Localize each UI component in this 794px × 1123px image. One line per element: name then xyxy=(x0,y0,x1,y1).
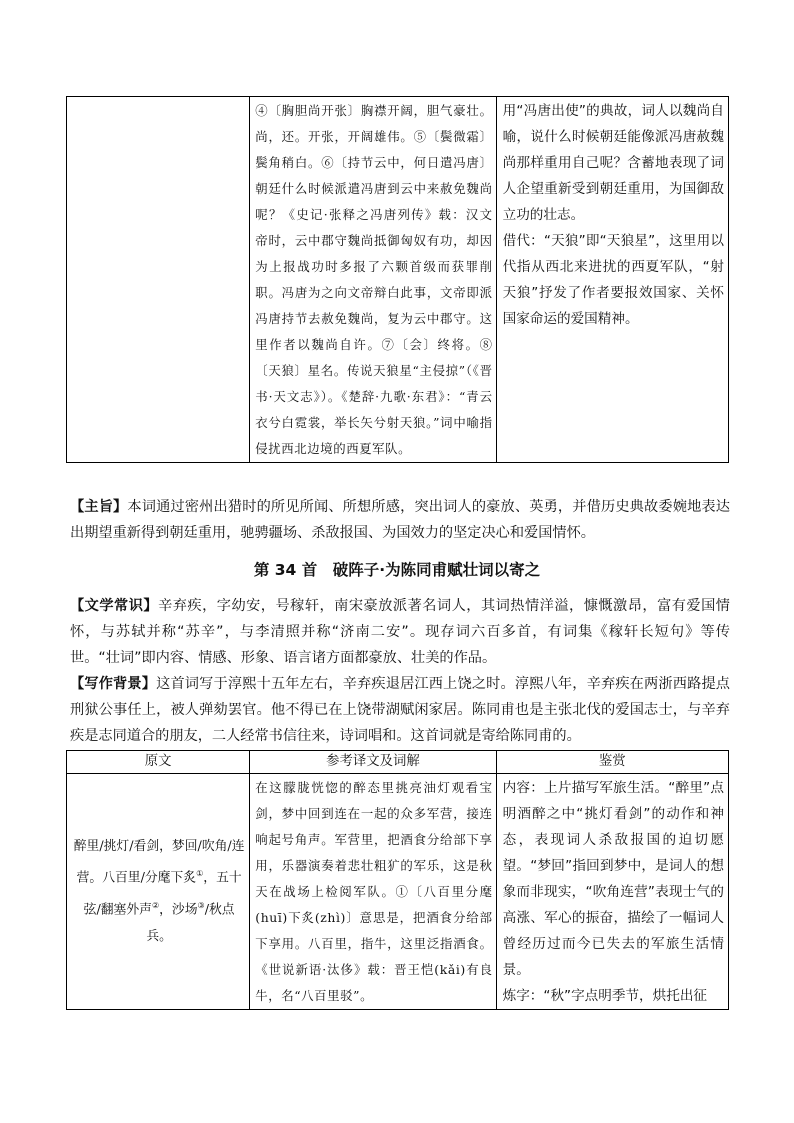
appreciation-paragraph: 借代：“天狼”即“天狼星”，这里用以代指从西北来进扰的西夏军队，“射天狼”抒发了作者要报效国家、关怀国家命运的爱国精神。 xyxy=(502,233,724,327)
header-appreciation: 鉴赏 xyxy=(496,751,728,774)
background-label: 【写作背景】 xyxy=(70,676,157,692)
theme-text: 本词通过密州出猎时的所见所闻、所想所感，突出词人的豪放、英勇，并借历史典故委婉地表达出期望重新得到朝廷重用，驰骋疆场、杀敌报国、为国效力的坚定决心和爱国情怀。 xyxy=(70,499,730,541)
poem-title: 第 34 首 破阵子·为陈同甫赋壮词以寄之 xyxy=(253,561,541,579)
appreciation-paragraph: 内容：上片描写军旅生活。“醉里”点明酒醉之中“挑灯看剑”的动作和神态，表现词人杀敌报国的迫切愿望。“梦回”指回到梦中，是词人的想象而非现实，“吹角连营”表现士气的高涨、军心的振奋，描绘了一幅词人曾经历过而今已失去的军旅生活情景。 xyxy=(502,780,724,978)
appreciation-text xyxy=(497,97,728,332)
table-header-row xyxy=(67,751,729,774)
annotation-table-continued xyxy=(66,96,729,463)
translation-cell xyxy=(250,774,496,1010)
appreciation-text xyxy=(497,774,728,1009)
theme-label: 【主旨】 xyxy=(70,499,128,515)
footnote-mark: ② xyxy=(151,900,160,910)
appreciation-cell xyxy=(496,774,728,1010)
original-text-cell xyxy=(67,97,250,463)
writing-background-paragraph xyxy=(70,671,730,749)
footnote-mark: ① xyxy=(196,869,204,879)
table-row xyxy=(67,774,729,1010)
original-poem-text xyxy=(67,833,249,950)
original-text-part: ，五十弦/翻塞外声 xyxy=(83,870,242,917)
appreciation-paragraph: 炼字：“秋”字点明季节，烘托出征 xyxy=(502,988,708,1004)
translation-notes: ④〔胸胆尚开张〕胸襟开阔，胆气豪壮。尚，还。开张，开阔雄伟。⑤〔鬓微霜〕鬓角稍白。⑥〔持节云中，何日遣冯唐〕朝廷什么时候派遣冯唐到云中来赦免魏尚呢？《史记·张释之冯唐列传》载：汉文帝时，云中郡守魏尚抵御匈奴有功，却因为上报战功时多报了六颗首级而获罪削职。冯唐为之向文帝辩白此事，文帝即派冯唐持节去赦免魏尚，复为云中郡守。这里作者以魏尚自许。⑦〔会〕终将。⑧〔天狼〕星名。传说天狼星“主侵掠”（《晋书·天文志》）。《楚辞·九歌·东君》：“青云衣兮白霓裳，举长矢兮射天狼。”词中喻指侵扰西北边境的西夏军队。 xyxy=(255,103,493,456)
original-text-part: ，沙场 xyxy=(159,901,198,917)
footnote-mark: ③ xyxy=(197,900,205,910)
original-text-part: 醉里/挑灯/看剑，梦回/吹角/连营。八百里/分麾下炙 xyxy=(73,839,245,886)
literary-text: 辛弃疾，字幼安，号稼轩，南宋豪放派著名词人，其词热情洋溢，慷慨激昂，富有爱国情怀，与苏轼并称“苏辛”，与李清照并称“济南二安”。现存词六百多首，有词集《稼轩长短句》等传世。“壮词”即内容、情感、形象、语言诸方面都豪放、壮美的作品。 xyxy=(70,598,730,666)
poem-analysis-table xyxy=(66,750,729,1010)
original-text-cell xyxy=(67,774,250,1010)
translation-notes: 在这朦胧恍惚的醉态里挑亮油灯观看宝剑，梦中回到连在一起的众多军营，接连响起号角声。军营里，把酒食分给部下享用，乐器演奏着悲壮粗犷的军乐，这是秋天在战场上检阅军队。①〔八百里分麾(huī)下炙(zhì)〕意思是，把酒食分给部下享用。八百里，指牛，这里泛指酒食。《世说新语·汰侈》载：晋王恺(kǎi)有良牛，名“八百里驳”。 xyxy=(255,780,493,1003)
literary-knowledge-paragraph xyxy=(70,593,730,671)
theme-paragraph xyxy=(70,494,730,546)
literary-label: 【文学常识】 xyxy=(70,598,159,614)
translation-cell xyxy=(250,97,496,463)
appreciation-paragraph: 用“冯唐出使”的典故，词人以魏尚自喻，说什么时候朝廷能像派冯唐赦魏尚那样重用自己呢？含蓄地表现了词人企望重新受到朝廷重用，为国御敌立功的壮志。 xyxy=(502,103,724,223)
background-text: 这首词写于淳熙十五年左右，辛弃疾退居江西上饶之时。淳熙八年，辛弃疾在两浙西路提点刑狱公事任上，被人弹劾罢官。他不得已在上饶带湖赋闲家居。陈同甫也是主张北伐的爱国志士，与辛弃疾是志同道合的朋友，二人经常书信往来，诗词唱和。这首词就是寄给陈同甫的。 xyxy=(70,676,730,744)
original-text-part: /秋点兵。 xyxy=(146,901,235,944)
header-original: 原文 xyxy=(67,751,250,774)
appreciation-cell xyxy=(496,97,728,463)
header-translation: 参考译文及词解 xyxy=(250,751,496,774)
table-row xyxy=(67,97,729,463)
